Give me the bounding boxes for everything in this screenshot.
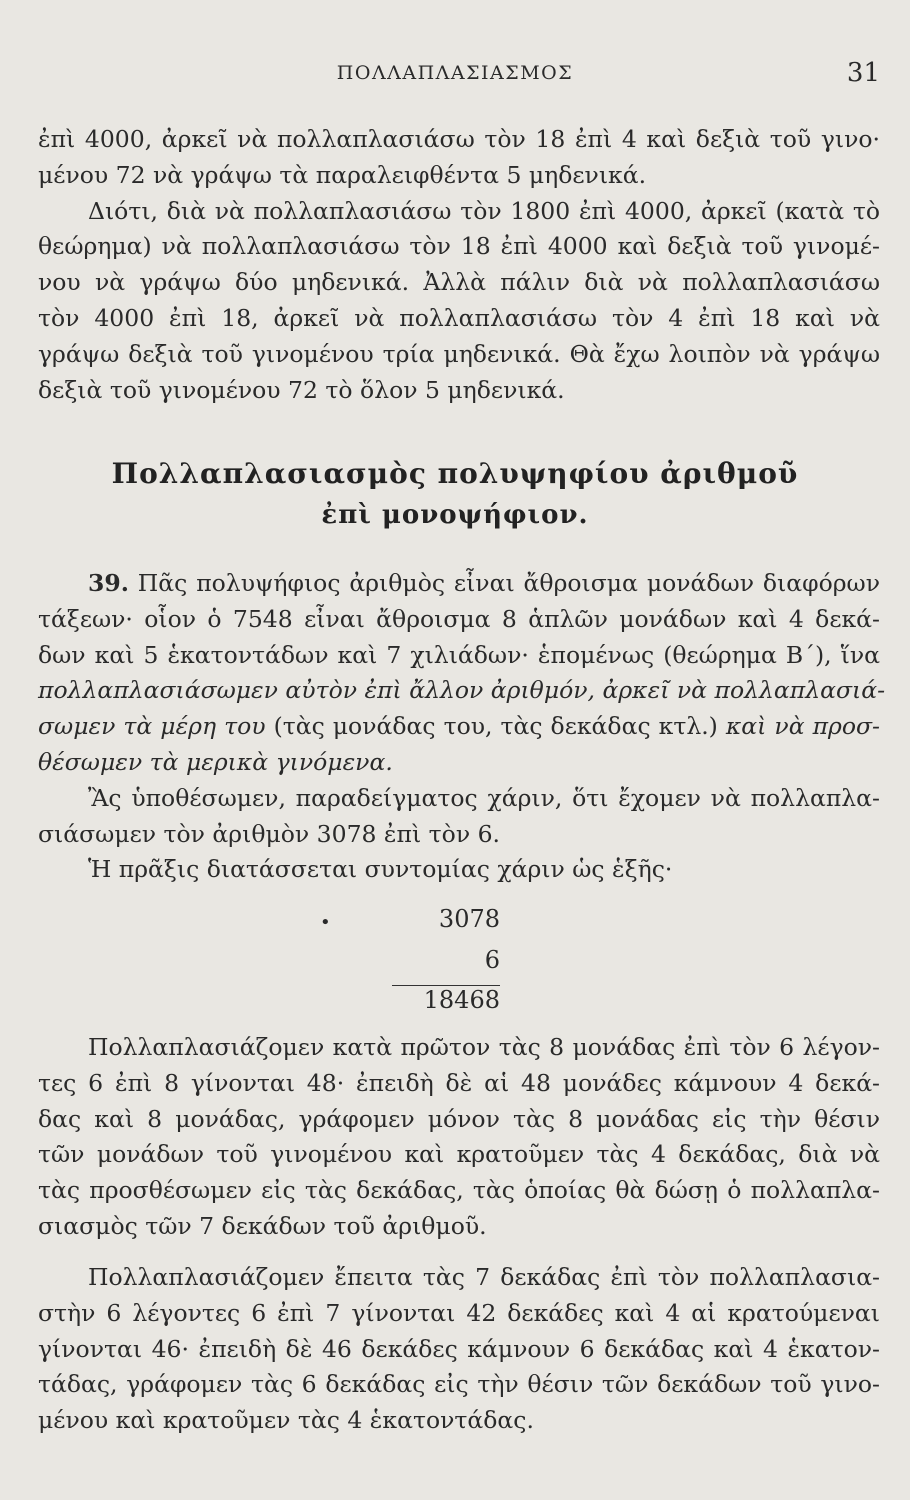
text-line: Πολλαπλασιάζομεν κατὰ πρῶτον τὰς 8 μονάδας ἐπὶ τὸν 6 λέγον- (88, 1033, 880, 1061)
text-line: μένου καὶ κρατοῦμεν τὰς 4 ἑκατοντάδας. (38, 1406, 534, 1435)
text-line: τάξεων· οἷον ὁ 7548 εἶναι ἄθροισμα 8 ἁπλῶν μονάδων καὶ 4 δεκά- (38, 604, 880, 633)
text-line: νου νὰ γράψω δύο μηδενικά. Ἀλλὰ πάλιν διὰ νὰ πολλαπλασιάσω (38, 268, 880, 297)
paragraph-step2 (38, 1260, 880, 1439)
text-line: ἐπὶ 4000, ἀρκεῖ νὰ πολλαπλασιάσω τὸν 18 ἐπὶ 4 καὶ δεξιὰ τοῦ γινο· (38, 125, 880, 153)
italic-line: πολλαπλασιάσωμεν αὐτὸν ἐπὶ ἄλλον ἀριθμόν, ἀρκεῖ νὰ πολλαπλασιά- (38, 676, 886, 705)
paragraph-continuation (38, 122, 880, 408)
text-line: Ἂς ὑποθέσωμεν, παραδείγματος χάριν, ὅτι ἔχομεν νὰ πολλαπλα- (88, 783, 880, 812)
text-line: δεξιὰ τοῦ γινομένου 72 τὸ ὅλον 5 μηδενικά. (38, 375, 565, 404)
italic-line: θέσωμεν τὰ μερικὰ γινόμενα. (38, 747, 393, 776)
section-heading: Πολλαπλασιασμὸς πολυψηφίου ἀριθμοῦ (111, 457, 799, 490)
page-number: 31 (846, 58, 880, 88)
text-line: Πολλαπλασιάζομεν ἔπειτα τὰς 7 δεκάδας ἐπὶ τὸν πολλαπλασια- (88, 1263, 880, 1291)
text-span: Πᾶς πολυψήφιος ἀριθμὸς εἶναι ἄθροισμα μονάδων διαφόρων (137, 569, 880, 597)
text-line: τὸν 4000 ἐπὶ 18, ἀρκεῖ νὰ πολλαπλασιάσω τὸν 4 ἐπὶ 18 καὶ νὰ (38, 303, 880, 332)
section-heading-line2: ἐπὶ μονοψήφιον. (321, 500, 589, 530)
page-header (0, 58, 910, 94)
section-39 (38, 566, 886, 888)
text-line: γίνονται 46· ἐπειδὴ δὲ 46 δεκάδες κάμνουν 6 δεκάδας καὶ 4 ἑκατον- (38, 1334, 880, 1363)
italic-span: καὶ νὰ προσ- (725, 712, 880, 741)
text-line: τες 6 ἐπὶ 8 γίνονται 48· ἐπειδὴ δὲ αἱ 48 μονάδες κάμνουν 4 δεκά- (38, 1068, 880, 1097)
multiplicand: 3078 (438, 905, 500, 933)
product: 18468 (423, 986, 500, 1014)
text-line: θεώρημα) νὰ πολλαπλασιάσω τὸν 18 ἐπὶ 4000 καὶ δεξιὰ τοῦ γινομέ- (38, 232, 880, 261)
text-line: τῶν μονάδων τοῦ γινομένου καὶ κρατοῦμεν τὰς 4 δεκάδας, διὰ νὰ (38, 1140, 880, 1169)
print-speck: • (320, 912, 331, 933)
text-line (38, 566, 880, 602)
text-line: σιάσωμεν τὸν ἀριθμὸν 3078 ἐπὶ τὸν 6. (38, 819, 501, 848)
italic-span: σωμεν τὰ μέρη του (38, 712, 266, 741)
text-line (38, 709, 880, 745)
text-line: δας καὶ 8 μονάδας, γράφομεν μόνον τὰς 8 μονάδας εἰς τὴν θέσιν (38, 1104, 880, 1133)
running-title: ΠΟΛΛΑΠΛΑΣΙΑΣΜΟΣ (336, 62, 574, 84)
text-line: τάδας, γράφομεν τὰς 6 δεκάδας εἰς τὴν θέσιν τῶν δεκάδων τοῦ γινο- (38, 1370, 880, 1399)
text-line: μένου 72 νὰ γράψω τὰ παραλειφθέντα 5 μηδενικά. (38, 160, 647, 189)
text-span: (τὰς μονάδας του, τὰς δεκάδας κτλ.) (273, 712, 718, 741)
paragraph-step1 (38, 1030, 880, 1245)
text-line: Ἡ πρᾶξις διατάσσεται συντομίας χάριν ὡς ἑξῆς· (88, 855, 673, 884)
text-line: τὰς προσθέσωμεν εἰς τὰς δεκάδας, τὰς ὁποίας θὰ δώσῃ ὁ πολλαπλα- (38, 1176, 880, 1205)
section-number: 39. (88, 569, 129, 597)
text-line: Διότι, διὰ νὰ πολλαπλασιάσω τὸν 1800 ἐπὶ 4000, ἀρκεῖ (κατὰ τὸ (88, 196, 880, 225)
text-line: στὴν 6 λέγοντες 6 ἐπὶ 7 γίνονται 42 δεκάδες καὶ 4 αἱ κρατούμεναι (38, 1298, 880, 1327)
text-line: δων καὶ 5 ἑκατοντάδων καὶ 7 χιλιάδων· ἑπομένως (θεώρημα Β΄), ἵνα (38, 640, 880, 669)
multiplier: 6 (484, 946, 500, 974)
text-line: σιασμὸς τῶν 7 δεκάδων τοῦ ἀριθμοῦ. (38, 1211, 487, 1240)
text-line: γράψω δεξιὰ τοῦ γινομένου τρία μηδενικά. Θὰ ἔχω λοιπὸν νὰ γράψω (38, 339, 880, 368)
